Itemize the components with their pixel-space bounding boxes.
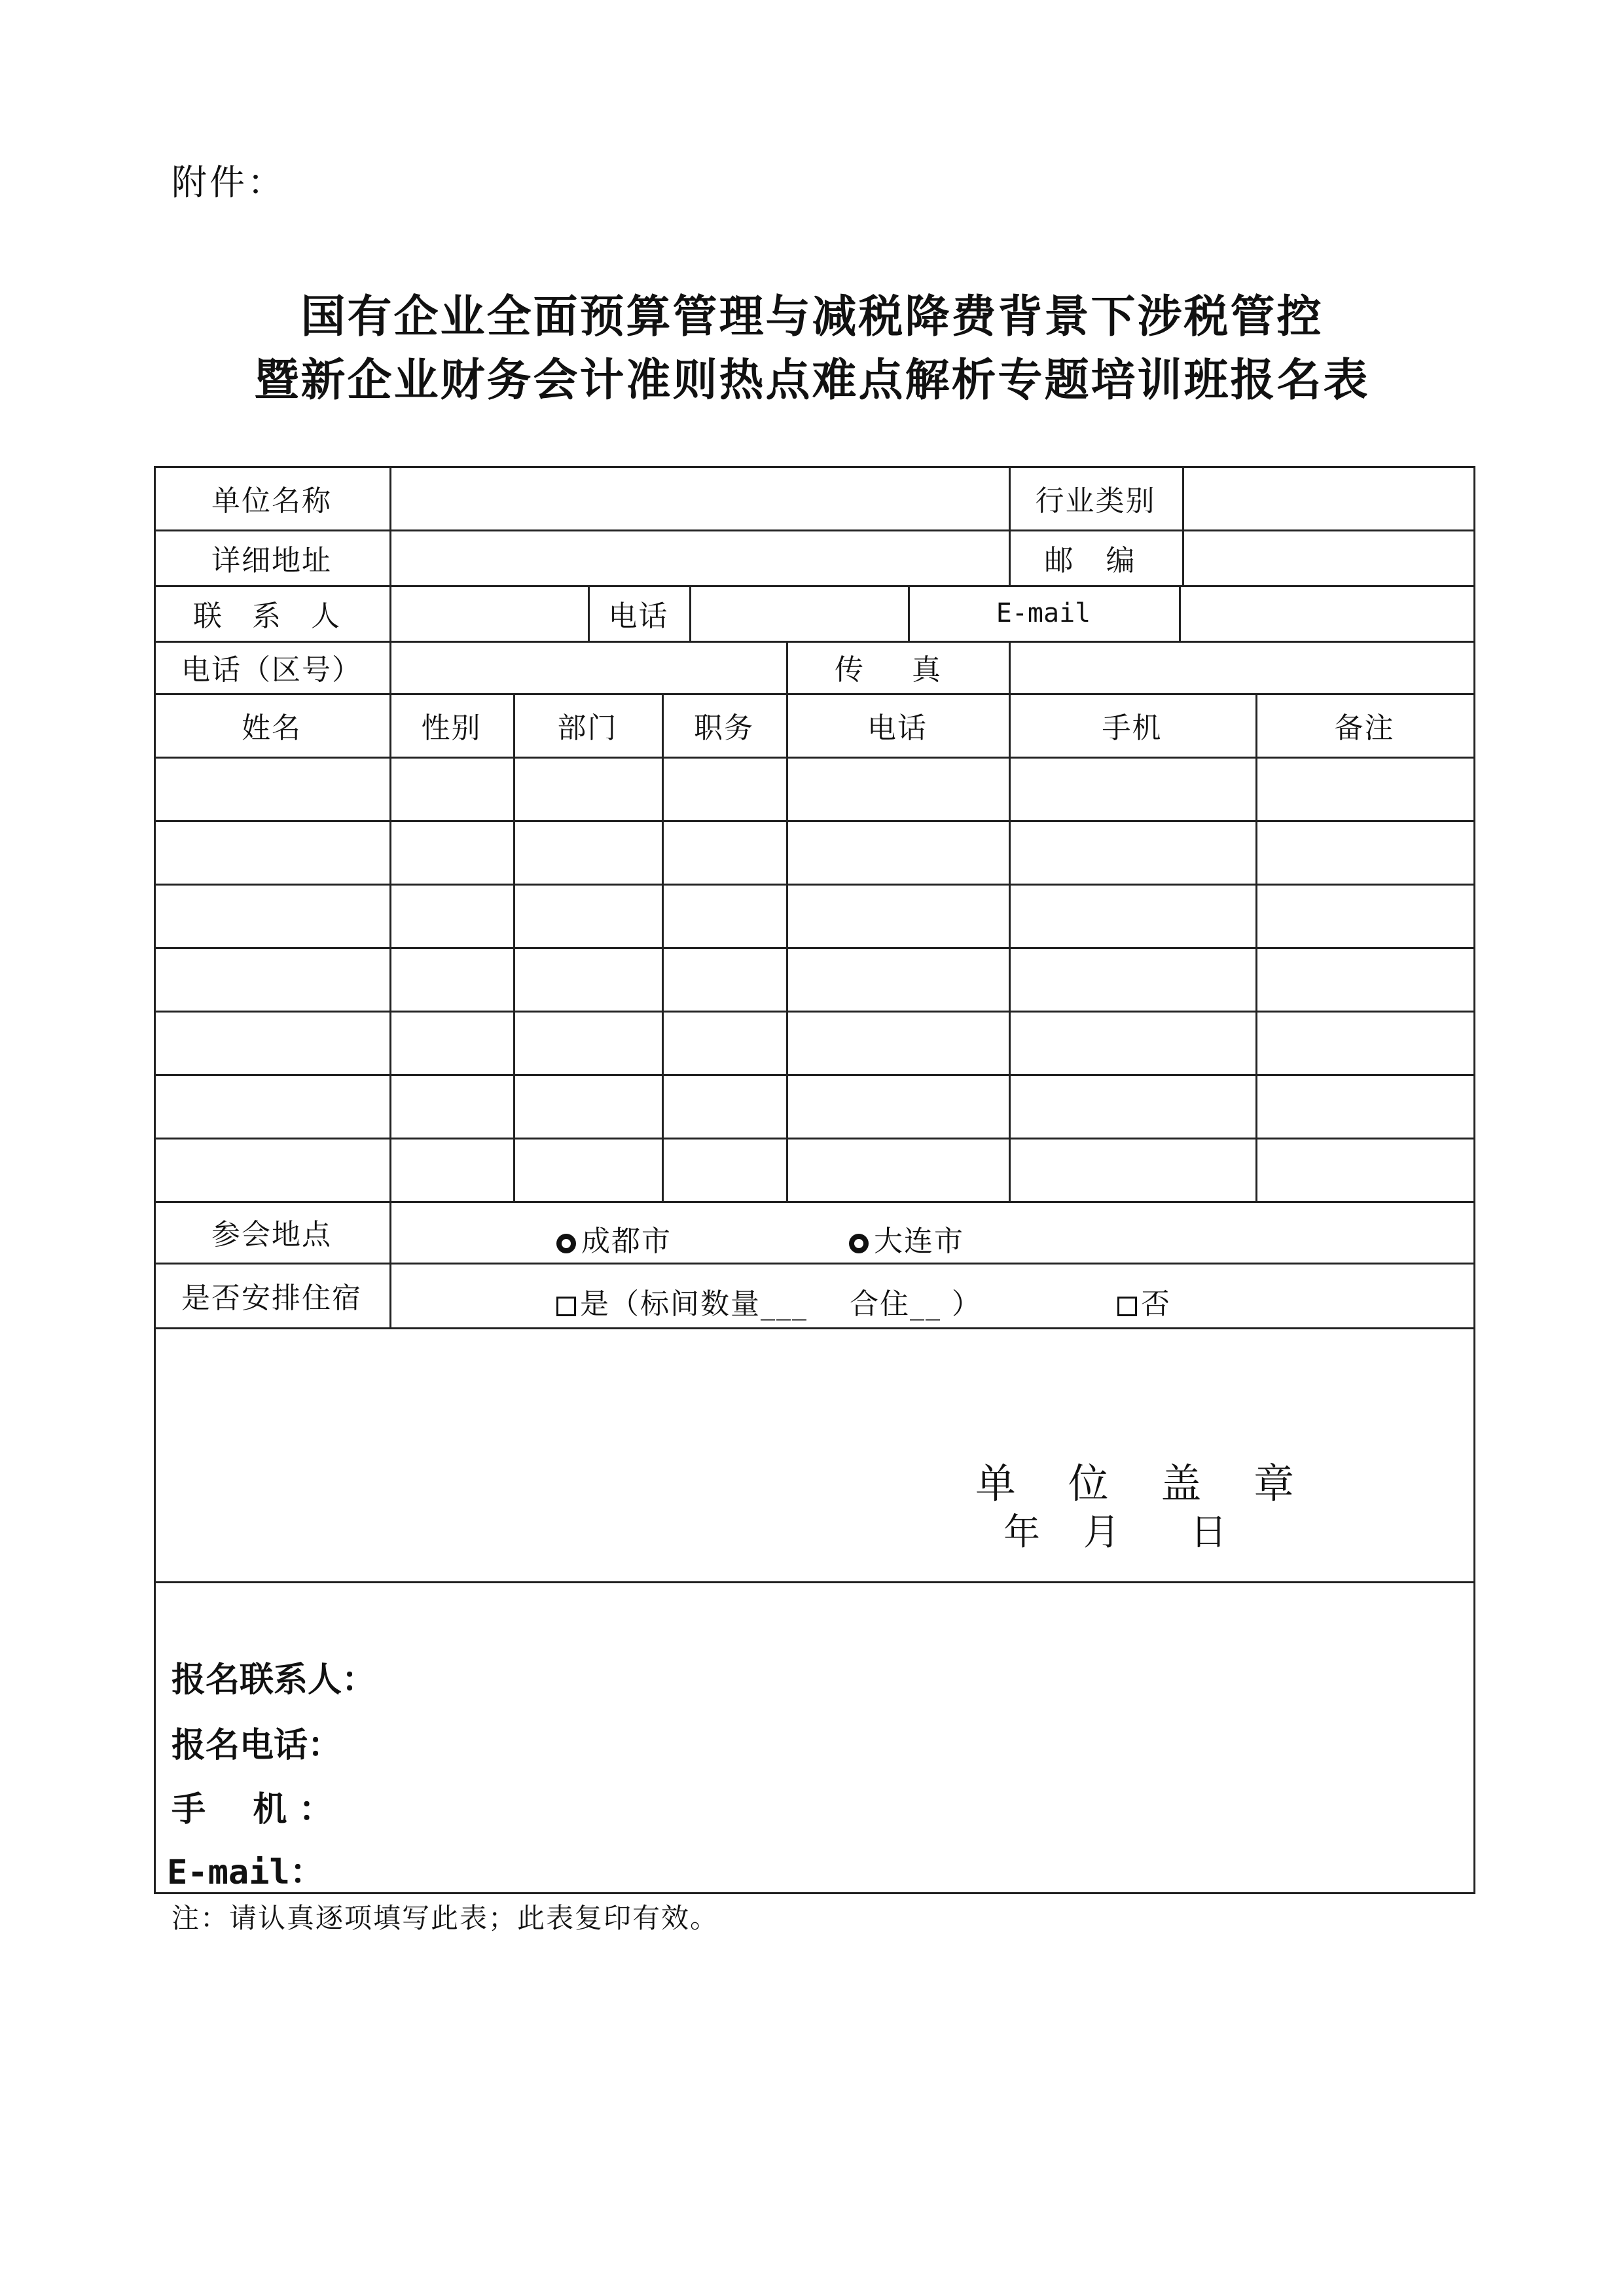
unit-name-label: 单位名称 [211,484,332,518]
lodging-no-option[interactable]: 否 [1117,1280,1170,1322]
venue-option-chengdu[interactable]: 成都市 [556,1217,672,1259]
column-header: 手机 [1102,711,1163,745]
contact-label: 联 系 人 [193,599,350,633]
checkbox-icon [556,1297,576,1316]
email-field[interactable] [1181,585,1473,641]
phone-field[interactable] [691,585,908,641]
checkbox-icon [1117,1297,1137,1316]
column-header: 备注 [1334,711,1395,745]
column-header: 职务 [694,711,754,745]
lodging-yes-option[interactable]: 是（标间数量___ 合住__ ） [556,1280,982,1322]
venue-option-dalian[interactable]: 大连市 [849,1217,964,1259]
fax-label: 传 真 [835,653,960,687]
title-line-2: 暨新企业财务会计准则热点难点解析专题培训班报名表 [254,355,1370,406]
unit-name-field[interactable] [391,466,1009,529]
fax-field[interactable] [1011,641,1473,693]
date-label: 年 月 日 [1003,1511,1243,1554]
email-label: E-mail [996,598,1091,628]
column-header: 姓名 [242,711,302,745]
attachment-label: 附件： [171,162,285,203]
contact-person-label: 报名联系人： [171,1660,376,1700]
lodging-label: 是否安排住宿 [181,1281,362,1315]
venue-label: 参会地点 [211,1218,332,1251]
industry-field[interactable] [1184,466,1473,529]
footnote: 注：请认真逐项填写此表；此表复印有效。 [171,1902,719,1934]
column-header: 电话 [867,711,928,745]
address-label: 详细地址 [211,543,332,577]
column-header: 性别 [421,711,482,745]
address-field[interactable] [391,529,1009,585]
area-phone-field[interactable] [391,641,786,693]
postcode-field[interactable] [1184,529,1473,585]
phone-label: 电话 [608,599,669,633]
email-bottom-label: E-mail： [167,1853,324,1892]
title-line-1: 国有企业全面预算管理与减税降费背景下涉税管控 [300,291,1324,343]
contact-field[interactable] [391,585,588,641]
mobile-label: 手 机 ： [171,1790,333,1829]
postcode-label: 邮 编 [1044,543,1147,577]
radio-icon [556,1234,576,1253]
contact-phone-label: 报名电话： [171,1726,342,1765]
unit-stamp-label: 单 位 盖 章 [975,1460,1314,1507]
industry-label: 行业类别 [1035,484,1156,518]
area-phone-label: 电话（区号） [181,653,362,687]
column-header: 部门 [557,711,618,745]
radio-icon [849,1234,869,1253]
